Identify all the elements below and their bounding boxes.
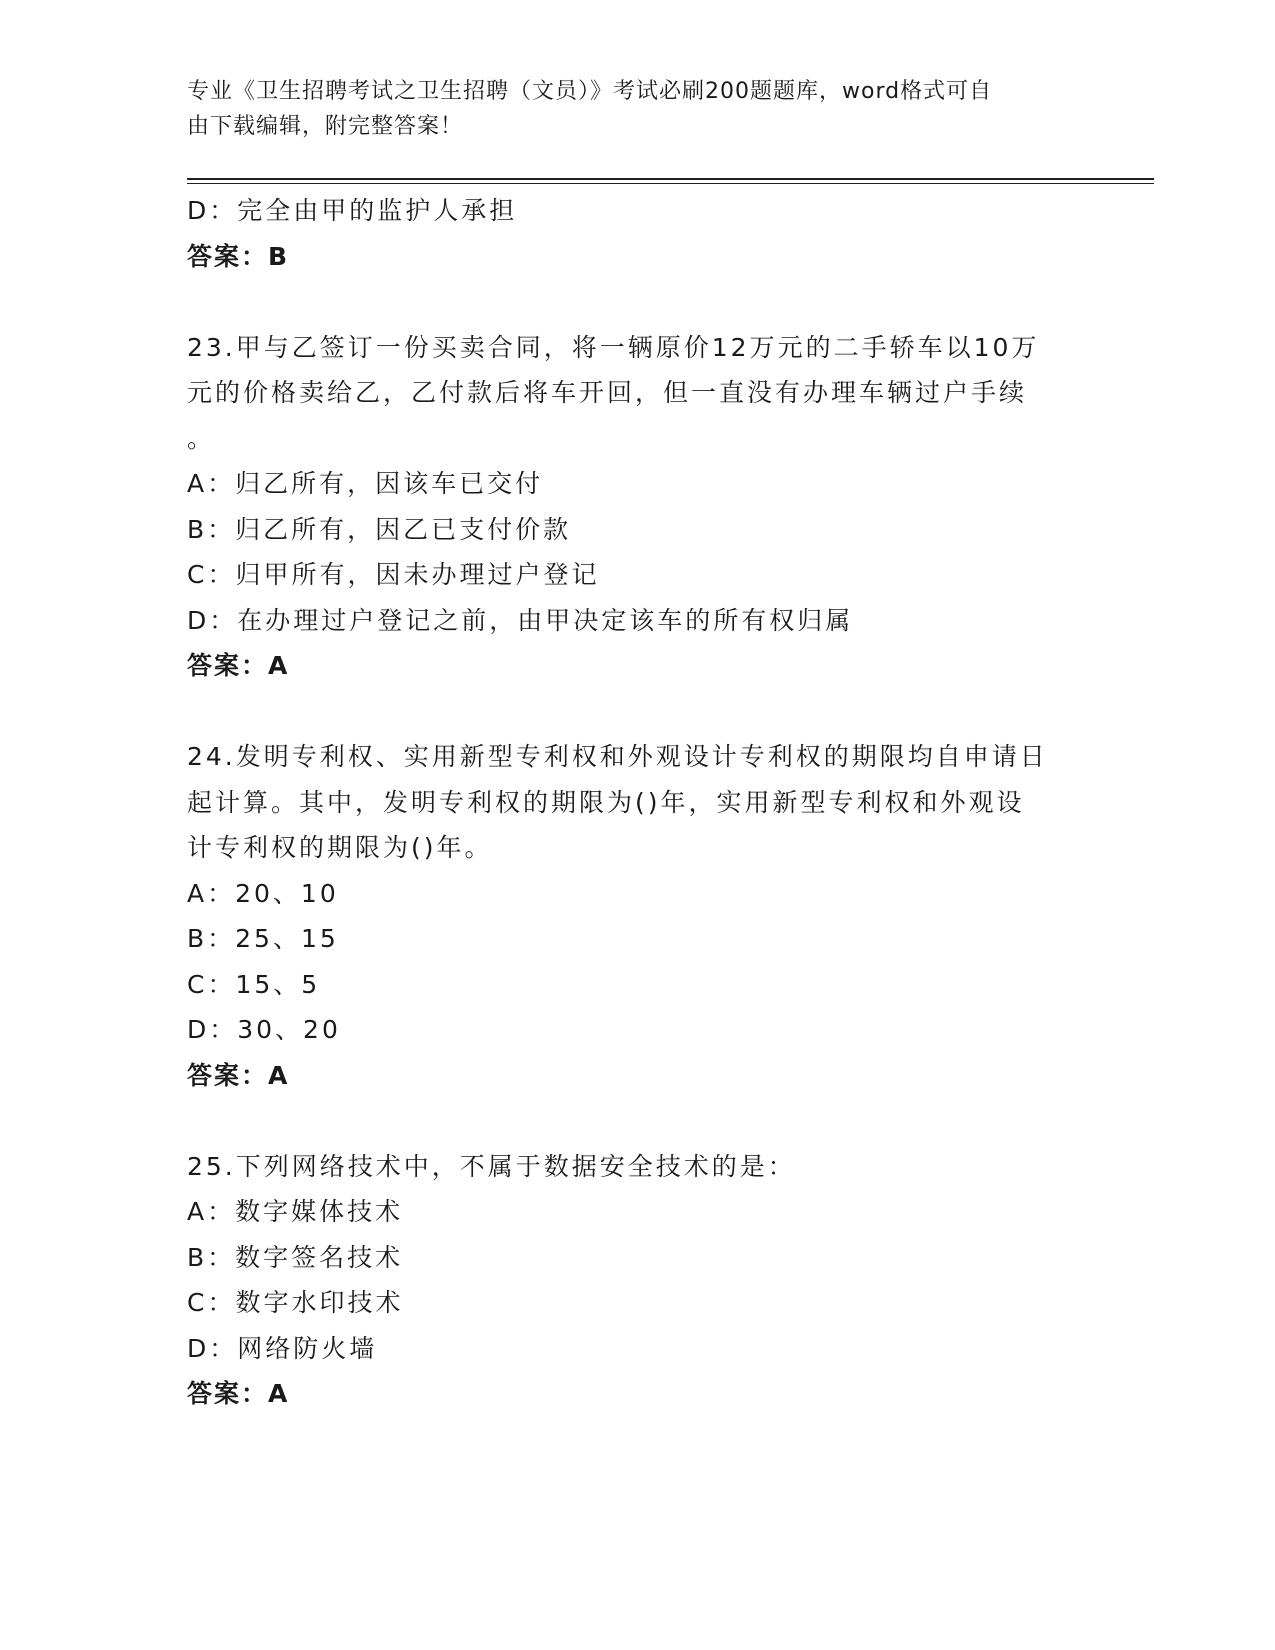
option-c: C：数字水印技术 — [187, 1288, 404, 1317]
option-a: A：归乙所有，因该车已交付 — [187, 469, 544, 498]
option-a: A：20、10 — [187, 878, 339, 908]
question-stem-line: 起计算。其中，发明专利权的期限为()年，实用新型专利权和外观设 — [187, 787, 1025, 817]
answer-line: 答案：A — [187, 651, 290, 680]
question-stem-line: 元的价格卖给乙，乙付款后将车开回，但一直没有办理车辆过户手续 — [187, 378, 1028, 407]
option-c: C：15、5 — [187, 969, 321, 999]
spacer — [187, 279, 1087, 325]
question-stem-line: 。 — [187, 423, 216, 453]
header-line: 专业《卫生招聘考试之卫生招聘（文员）》考试必刷200题题库，word格式可自 — [187, 79, 993, 104]
option-d: D：在办理过户登记之前，由甲决定该车的所有权归属 — [187, 605, 854, 635]
option-b: B：数字签名技术 — [187, 1242, 404, 1272]
document-header — [187, 74, 1067, 144]
option-b: B：归乙所有，因乙已支付价款 — [187, 514, 572, 544]
header-rule — [187, 178, 1154, 180]
question-25 — [187, 1144, 1087, 1417]
option-d: D：完全由甲的监护人承担 — [187, 196, 518, 225]
answer-line: 答案：B — [187, 241, 290, 271]
document-body — [187, 188, 1087, 1417]
answer-line: 答案：A — [187, 1060, 290, 1090]
spacer — [187, 689, 1087, 735]
header-line: 由下载编辑，附完整答案！ — [187, 114, 464, 139]
question-23 — [187, 325, 1087, 689]
previous-question-tail — [187, 188, 1087, 279]
option-c: C：归甲所有，因未办理过户登记 — [187, 560, 600, 589]
answer-line: 答案：A — [187, 1379, 290, 1408]
question-24 — [187, 734, 1087, 1098]
question-stem-line: 25.下列网络技术中，不属于数据安全技术的是： — [187, 1151, 796, 1181]
header-rule-thin — [187, 183, 1154, 184]
option-d: D：30、20 — [187, 1015, 341, 1044]
option-d: D：网络防火墙 — [187, 1333, 378, 1363]
option-a: A：数字媒体技术 — [187, 1197, 404, 1226]
question-stem-line: 23.甲与乙签订一份买卖合同，将一辆原价12万元的二手轿车以10万 — [187, 332, 1040, 362]
question-stem-line: 计专利权的期限为()年。 — [187, 833, 493, 862]
option-b: B：25、15 — [187, 924, 339, 953]
question-stem-line: 24.发明专利权、实用新型专利权和外观设计专利权的期限均自申请日 — [187, 742, 1048, 771]
spacer — [187, 1098, 1087, 1144]
